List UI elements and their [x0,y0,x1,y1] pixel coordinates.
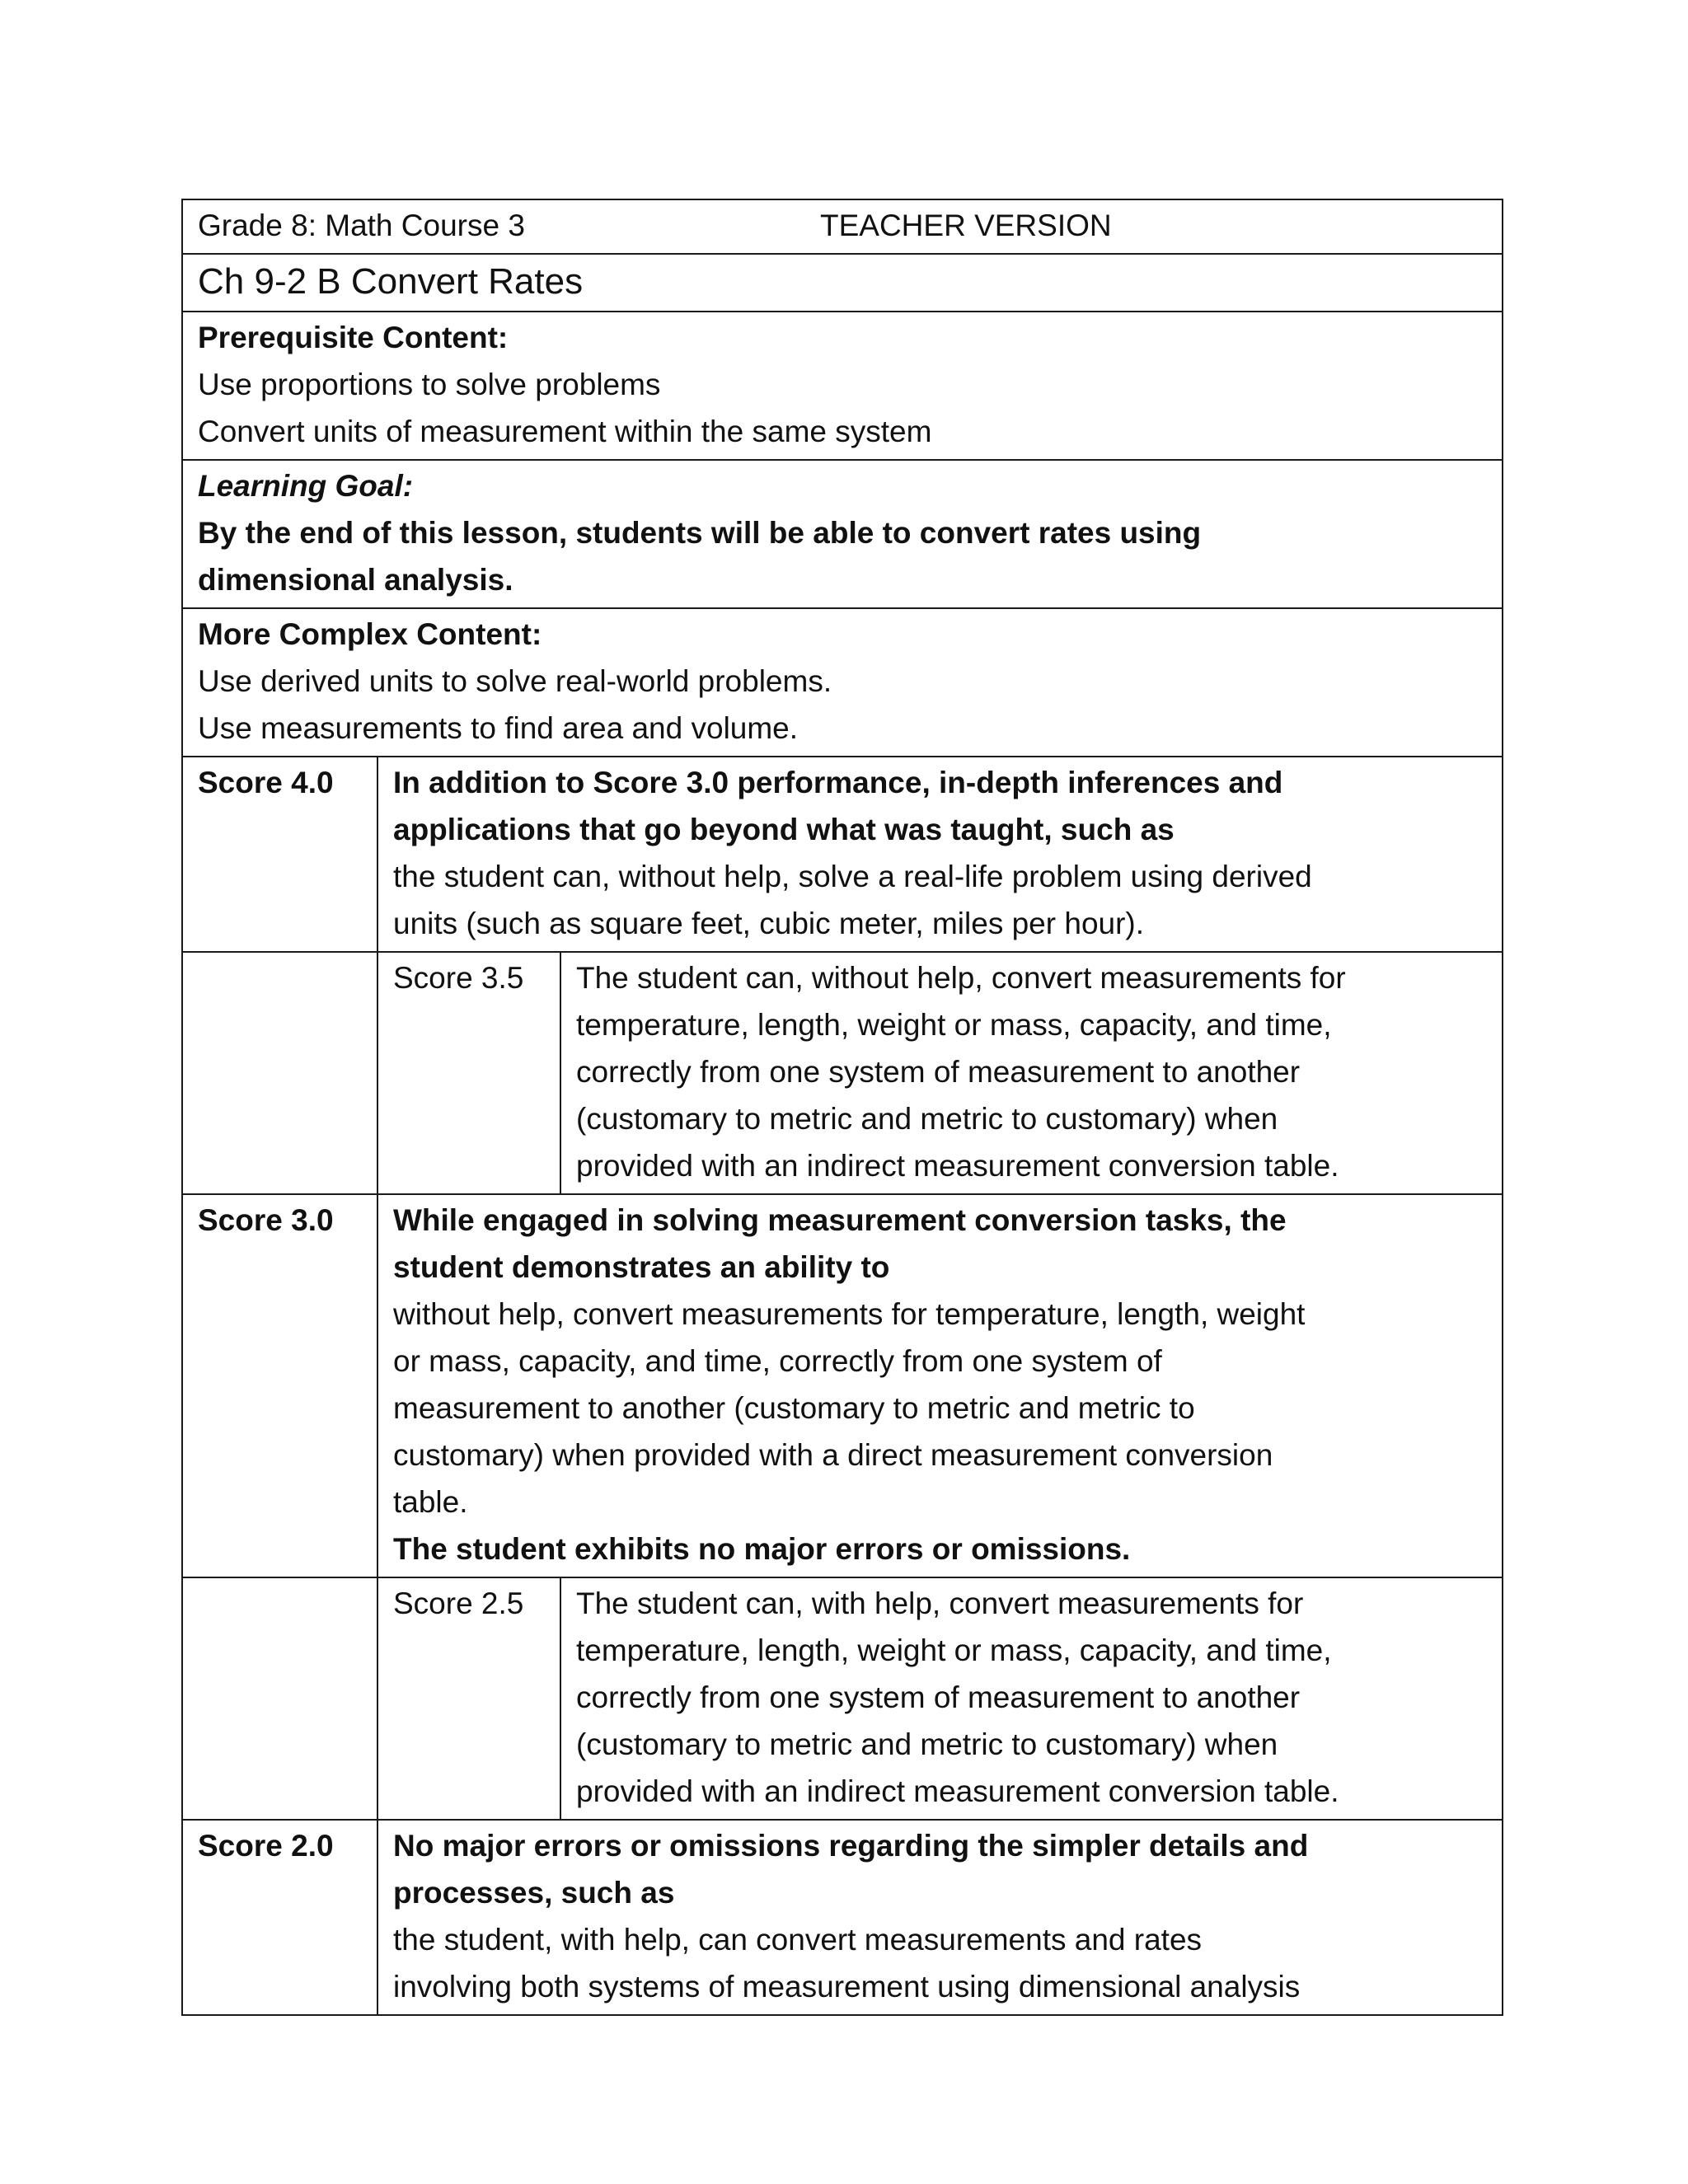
score-2-5-description [561,1578,1503,1821]
score-3-5-line: correctly from one system of measurement to another [576,1055,1301,1089]
complex-content-heading: More Complex Content: [198,617,542,651]
score-2-5-row [183,1578,1503,1821]
score-2-5-blank [183,1578,378,1821]
score-3-0-line: table. [393,1485,468,1519]
version-label: TEACHER VERSION [820,209,1112,242]
score-2-5-line: temperature, length, weight or mass, capacity, and time, [576,1633,1332,1667]
prerequisite-row [183,312,1503,461]
learning-goal-line: By the end of this lesson, students will be able to convert rates using [198,516,1202,550]
complex-content-cell [183,609,1503,757]
score-2-5-line: The student can, with help, convert measurements for [576,1586,1304,1620]
score-2-0-bold-line: No major errors or omissions regarding the simpler details and [393,1829,1309,1863]
score-4-0-line: the student can, without help, solve a real-life problem using derived [393,860,1312,893]
score-3-0-label: Score 3.0 [183,1195,378,1578]
score-3-5-blank [183,953,378,1195]
score-4-0-row [183,757,1503,953]
score-3-0-bold-line: student demonstrates an ability to [393,1250,890,1284]
score-4-0-label: Score 4.0 [183,757,378,953]
score-2-0-line: involving both systems of measurement using dimensional analysis [393,1970,1301,2004]
score-3-0-description [378,1195,1503,1578]
score-3-5-line: provided with an indirect measurement conversion table. [576,1149,1339,1183]
score-3-0-line: customary) when provided with a direct measurement conversion [393,1438,1273,1472]
score-3-5-line: The student can, without help, convert measurements for [576,961,1346,995]
score-3-5-label: Score 3.5 [378,953,561,1195]
learning-goal-heading: Learning Goal: [198,469,414,503]
prerequisite-cell [183,312,1503,461]
complex-content-line: Use measurements to find area and volume. [198,711,799,745]
score-3-0-bold-line: While engaged in solving measurement conversion tasks, the [393,1203,1287,1237]
score-2-0-label: Score 2.0 [183,1821,378,2016]
score-2-0-bold-line: processes, such as [393,1876,675,1910]
score-4-0-description [378,757,1503,953]
score-3-5-row [183,953,1503,1195]
score-3-0-closing: The student exhibits no major errors or omissions. [393,1532,1131,1566]
score-2-5-line: provided with an indirect measurement conversion table. [576,1774,1339,1808]
prerequisite-line: Use proportions to solve problems [198,368,661,401]
header-cell [183,200,1503,255]
score-3-0-row [183,1195,1503,1578]
score-2-0-row [183,1821,1503,2016]
score-2-5-line: (customary to metric and metric to customary) when [576,1727,1278,1761]
score-3-0-line: measurement to another (customary to metric and metric to [393,1391,1195,1425]
prerequisite-line: Convert units of measurement within the same system [198,415,932,448]
prerequisite-heading: Prerequisite Content: [198,321,509,354]
complex-content-row [183,609,1503,757]
lesson-title: Ch 9-2 B Convert Rates [183,255,1503,312]
score-2-0-description [378,1821,1503,2016]
score-4-0-bold-line: In addition to Score 3.0 performance, in-depth inferences and [393,766,1283,799]
learning-goal-row [183,461,1503,609]
score-3-0-line: without help, convert measurements for temperature, length, weight [393,1297,1306,1331]
complex-content-line: Use derived units to solve real-world problems. [198,664,832,698]
score-4-0-line: units (such as square feet, cubic meter, miles per hour). [393,907,1145,940]
learning-goal-cell [183,461,1503,609]
score-3-5-line: temperature, length, weight or mass, capacity, and time, [576,1008,1332,1042]
score-2-5-line: correctly from one system of measurement to another [576,1680,1301,1714]
score-2-5-label: Score 2.5 [378,1578,561,1821]
score-3-5-line: (customary to metric and metric to customary) when [576,1102,1278,1136]
score-3-0-line: or mass, capacity, and time, correctly from one system of [393,1344,1162,1378]
score-3-5-description [561,953,1503,1195]
score-2-0-line: the student, with help, can convert measurements and rates [393,1923,1203,1957]
header-row [183,200,1503,255]
title-row [183,255,1503,312]
lesson-scale-table [181,199,1503,2016]
learning-goal-line: dimensional analysis. [198,563,513,597]
course-label: Grade 8: Math Course 3 [198,209,525,242]
score-4-0-bold-line: applications that go beyond what was taught, such as [393,813,1175,846]
